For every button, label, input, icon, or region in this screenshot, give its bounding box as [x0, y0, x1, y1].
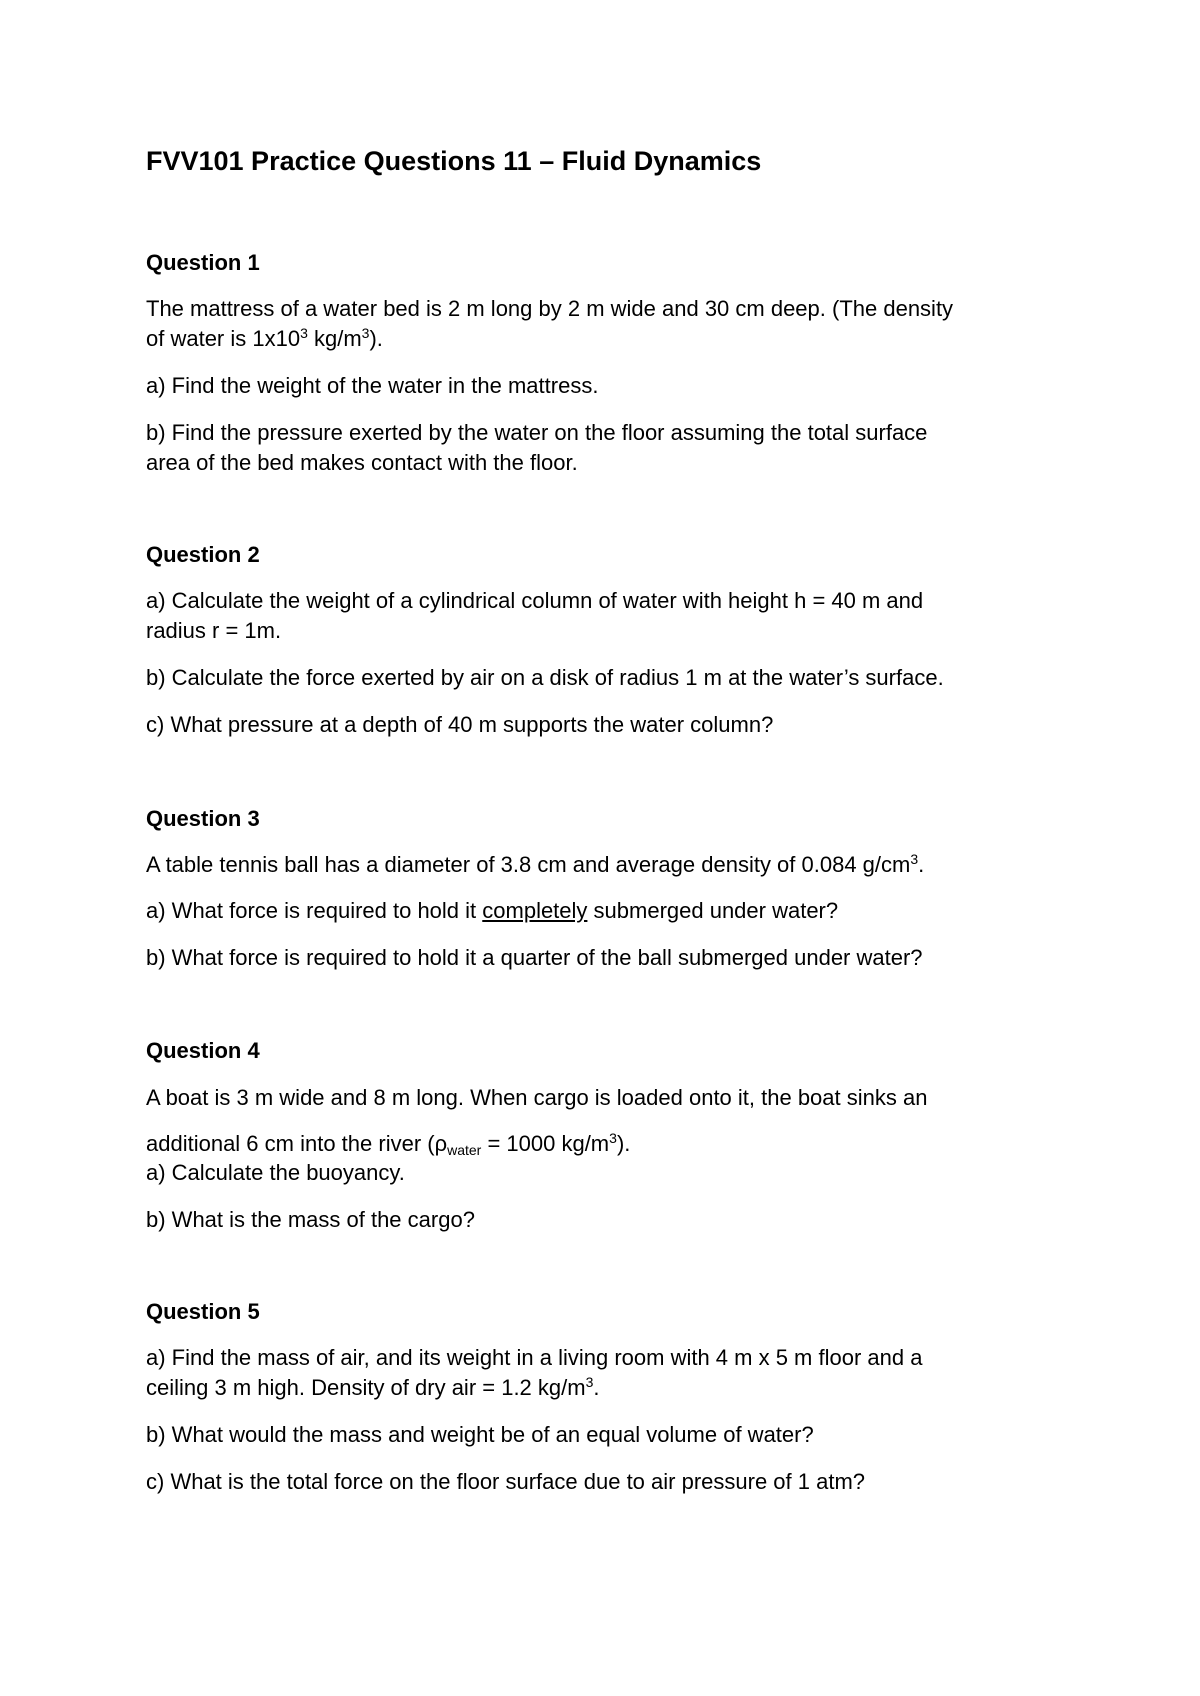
- question-4-part-a: a) Calculate the buoyancy.: [146, 1160, 405, 1185]
- question-3-part-a: [146, 896, 838, 926]
- superscript: 3: [585, 1374, 594, 1390]
- question-4-intro-text-a: additional 6 cm into the river (ρ: [146, 1131, 448, 1156]
- question-4-intro-line-2: [146, 1129, 630, 1159]
- question-5-part-a-line-2: [146, 1373, 600, 1403]
- superscript: 3: [361, 325, 370, 341]
- question-3-heading: Question 3: [146, 806, 260, 831]
- question-5-part-a-text-a: ceiling 3 m high. Density of dry air = 1.2 kg/m: [146, 1375, 586, 1400]
- question-1-intro-text-c: ).: [369, 326, 383, 351]
- question-1-part-b-line-2: area of the bed makes contact with the floor.: [146, 450, 578, 475]
- question-1-intro-line-2: [146, 324, 383, 354]
- question-1-heading: Question 1: [146, 250, 260, 275]
- page-title: FVV101 Practice Questions 11 – Fluid Dynamics: [146, 146, 762, 176]
- question-2-part-c: c) What pressure at a depth of 40 m supports the water column?: [146, 712, 774, 737]
- question-4-intro-text-c: ).: [616, 1131, 631, 1156]
- question-4-part-b: b) What is the mass of the cargo?: [146, 1207, 475, 1232]
- question-1-part-a: a) Find the weight of the water in the mattress.: [146, 373, 599, 398]
- question-1-intro-text-b: kg/m: [307, 326, 362, 351]
- question-3-intro-text-b: .: [918, 852, 925, 877]
- question-2-part-a-line-2: radius r = 1m.: [146, 618, 282, 643]
- question-2-part-a-line-1: a) Calculate the weight of a cylindrical column of water with height h = 40 m and: [146, 588, 924, 613]
- question-3-part-a-text-pre: a) What force is required to hold it: [146, 898, 483, 923]
- superscript: 3: [910, 851, 919, 867]
- question-3-part-a-text-post: submerged under water?: [587, 898, 839, 923]
- question-5-part-a-line-1: a) Find the mass of air, and its weight in a living room with 4 m x 5 m floor and a: [146, 1345, 923, 1370]
- question-4-intro-line-1: A boat is 3 m wide and 8 m long. When cargo is loaded onto it, the boat sinks an: [146, 1085, 928, 1110]
- superscript: 3: [609, 1130, 617, 1146]
- underlined-word: completely: [482, 898, 588, 923]
- question-1-intro-text-a: of water is 1x10: [146, 326, 301, 351]
- question-4-intro-text-b: = 1000 kg/m: [481, 1131, 610, 1156]
- subscript: water: [447, 1142, 482, 1158]
- question-4-heading: Question 4: [146, 1038, 260, 1063]
- question-3-part-b: b) What force is required to hold it a quarter of the ball submerged under water?: [146, 945, 923, 970]
- question-2-heading: Question 2: [146, 542, 260, 567]
- question-5-part-b: b) What would the mass and weight be of an equal volume of water?: [146, 1422, 814, 1447]
- question-1-intro-line-1: The mattress of a water bed is 2 m long by 2 m wide and 30 cm deep. (The density: [146, 296, 954, 321]
- question-3-intro-text-a: A table tennis ball has a diameter of 3.8 cm and average density of 0.084 g/cm: [146, 852, 911, 877]
- question-5-part-c: c) What is the total force on the floor surface due to air pressure of 1 atm?: [146, 1469, 866, 1494]
- question-5-heading: Question 5: [146, 1299, 260, 1324]
- superscript: 3: [300, 325, 308, 341]
- question-5-part-a-text-b: .: [593, 1375, 600, 1400]
- question-3-intro: [146, 850, 924, 880]
- question-2-part-b: b) Calculate the force exerted by air on a disk of radius 1 m at the water’s surface.: [146, 665, 944, 690]
- question-1-part-b-line-1: b) Find the pressure exerted by the water on the floor assuming the total surface: [146, 420, 928, 445]
